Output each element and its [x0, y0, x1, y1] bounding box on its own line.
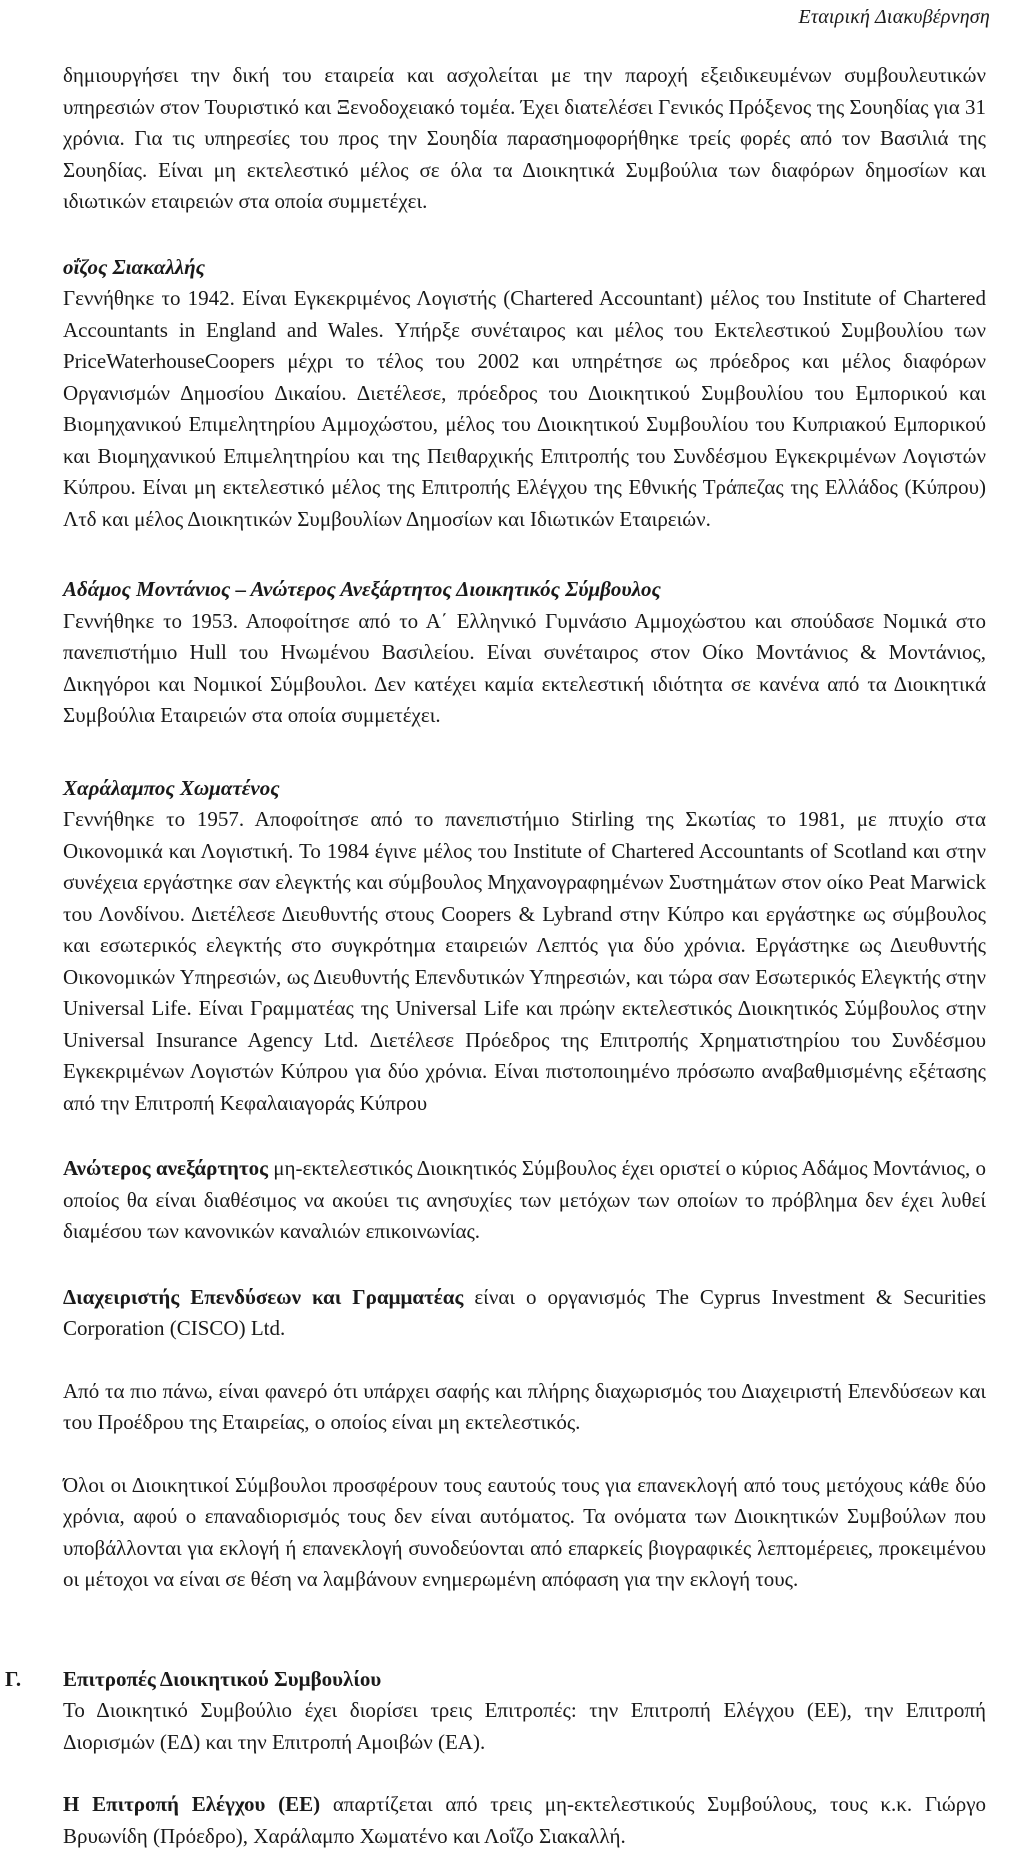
page-content	[63, 60, 986, 1852]
bio-heading: οΐζος Σιακαλλής	[63, 252, 986, 284]
bio-heading: Χαράλαμπος Χωματένος	[63, 773, 986, 805]
bio-montanios	[63, 574, 986, 732]
senior-director-lead: Ανώτερος ανεξάρτητος	[63, 1156, 268, 1180]
running-header: Εταιρική Διακυβέρνηση	[798, 6, 990, 29]
bio-siakallis	[63, 252, 986, 536]
separation-paragraph: Από τα πιο πάνω, είναι φανερό ότι υπάρχει σαφής και πλήρης διαχωρισμός του Διαχειριστή Επενδύσεων και του Προέδρου της Εταιρείας, ο οποίος είναι μη εκτελεστικός.	[63, 1376, 986, 1439]
reelection-paragraph: Όλοι οι Διοικητικοί Σύμβουλοι προσφέρουν τους εαυτούς τους για επανεκλογή από τους μετόχους κάθε δύο χρόνια, αφού ο επαναδιορισμός τους δεν είναι αυτόματος. Τα ονόματα των Διοικητικών Συμβούλων που υποβάλλονται για εκλογή ή επανεκλογή συνοδεύονται από επαρκείς βιογραφικές λεπτομέρειες, προκειμένου οι μέτοχοι να είναι σε θέση να λαμβάνουν ενημερωμένη απόφαση για την εκλογή τους.	[63, 1470, 986, 1596]
audit-committee-lead: Η Επιτροπή Ελέγχου (ΕΕ)	[63, 1792, 320, 1816]
section-title: Επιτροπές Διοικητικού Συμβουλίου	[63, 1664, 986, 1696]
senior-director-text: μη-εκτελεστικός Διοικητικός Σύμβουλος έχει οριστεί ο κύριος Αδάμος Μοντάνιος, ο οποίος θα είναι διαθέσιμος να ακούει τις ανησυχίες των μετόχων των οποίων το πρόβλημα δεν έχει λυθεί διαμέσου των κανονικών καναλιών επικοινωνίας.	[63, 1156, 986, 1243]
bio-chomatenos	[63, 773, 986, 1120]
bio-text: Γεννήθηκε το 1942. Είναι Εγκεκριμένος Λογιστής (Chartered Accountant) μέλος του Institute of Chartered Accountants in England and Wales. Υπήρξε συνέταιρος και μέλος του Εκτελεστικού Συμβουλίου των PriceWaterhouseCoopers μέχρι το τέλος του 2002 και υπηρέτησε ως πρόεδρος και μέλος διαφόρων Οργανισμών Δημοσίου Δικαίου. Διετέλεσε, πρόεδρος του Διοικητικού Συμβουλίου του Εμπορικού και Βιομηχανικού Επιμελητηρίου Αμμοχώστου, μέλος του Διοικητικού Συμβουλίου του Κυπριακού Εμπορικού και Βιομηχανικού Επιμελητηρίου και της Πειθαρχικής Επιτροπής του Συνδέσμου Εγκεκριμένων Λογιστών Κύπρου. Είναι μη εκτελεστικό μέλος της Επιτροπής Ελέγχου της Εθνικής Τράπεζας της Ελλάδος (Κύπρου) Λτδ και μέλος Διοικητικών Συμβουλίων Δημοσίων και Ιδιωτικών Εταιρειών.	[63, 283, 986, 535]
senior-director-paragraph	[63, 1153, 986, 1248]
audit-committee-paragraph	[63, 1789, 986, 1852]
section-letter: Γ.	[5, 1664, 21, 1696]
investment-manager-paragraph	[63, 1282, 986, 1345]
intro-paragraph: δημιουργήσει την δική του εταιρεία και ασχολείται με την παροχή εξειδικευμένων συμβουλευτικών υπηρεσιών στον Τουριστικό και Ξενοδοχειακό τομέα. Έχει διατελέσει Γενικός Πρόξενος της Σουηδίας για 31 χρόνια. Για τις υπηρεσίες του προς την Σουηδία παρασημοφορήθηκε τρείς φορές από τον Βασιλιά της Σουηδίας. Είναι μη εκτελεστικό μέλος σε όλα τα Διοικητικά Συμβούλια των διαφόρων δημοσίων και ιδιωτικών εταιρειών στα οποία συμμετέχει.	[63, 60, 986, 218]
section-committees	[63, 1664, 986, 1852]
bio-text: Γεννήθηκε το 1953. Αποφοίτησε από το Α΄ Ελληνικό Γυμνάσιο Αμμοχώστου και σπούδασε Νομικά στο πανεπιστήμιο Hull του Ηνωμένου Βασιλείου. Είναι συνέταιρος στον Οίκο Μοντάνιος & Μοντάνιος, Δικηγόροι και Νομικοί Σύμβουλοι. Δεν κατέχει καμία εκτελεστική ιδιότητα σε κανένα από τα Διοικητικά Συμβούλια Εταιρειών στα οποία συμμετέχει.	[63, 606, 986, 732]
audit-committee-text: απαρτίζεται από τρεις μη-εκτελεστικούς Συμβούλους, τους κ.κ. Γιώργο Βρυωνίδη (Πρόεδρο), Χαράλαμπο Χωματένο και Λοΐζο Σιακαλλή.	[63, 1792, 986, 1848]
bio-text: Γεννήθηκε το 1957. Αποφοίτησε από το πανεπιστήμιο Stirling της Σκωτίας το 1981, με πτυχίο στα Οικονομικά και Λογιστική. Το 1984 έγινε μέλος του Institute of Chartered Accountants of Scotland και στην συνέχεια εργάστηκε σαν ελεγκτής και σύμβουλος Μηχανογραφημένων Συστημάτων στον οίκο Peat Marwick του Λονδίνου. Διετέλεσε Διευθυντής στους Coopers & Lybrand στην Κύπρο και εργάστηκε ως σύμβουλος και εσωτερικός ελεγκτής στο συγκρότημα εταιρειών Λεπτός για δύο χρόνια. Εργάστηκε ως Διευθυντής Οικονομικών Υπηρεσιών, ως Διευθυντής Επενδυτικών Υπηρεσιών, και τώρα σαν Εσωτερικός Ελεγκτής στην Universal Life. Είναι Γραμματέας της Universal Life και πρώην εκτελεστικός Διοικητικός Σύμβουλος στην Universal Insurance Agency Ltd. Διετέλεσε Πρόεδρος της Επιτροπής Χρηματιστηρίου του Συνδέσμου Εγκεκριμένων Λογιστών Κύπρου για δύο χρόνια. Είναι πιστοποιημένο πρόσωπο αναβαθμισμένης εξέτασης από την Επιτροπή Κεφαλαιαγοράς Κύπρου	[63, 804, 986, 1119]
investment-manager-lead: Διαχειριστής Επενδύσεων και Γραμματέας	[63, 1285, 463, 1309]
bio-heading: Αδάμος Μοντάνιος – Ανώτερος Ανεξάρτητος Διοικητικός Σύμβουλος	[63, 574, 986, 606]
section-intro: Το Διοικητικό Συμβούλιο έχει διορίσει τρεις Επιτροπές: την Επιτροπή Ελέγχου (ΕΕ), την Επιτροπή Διορισμών (ΕΔ) και την Επιτροπή Αμοιβών (ΕΑ).	[63, 1695, 986, 1758]
investment-manager-text: είναι ο οργανισμός The Cyprus Investment & Securities Corporation (CISCO) Ltd.	[63, 1285, 986, 1341]
